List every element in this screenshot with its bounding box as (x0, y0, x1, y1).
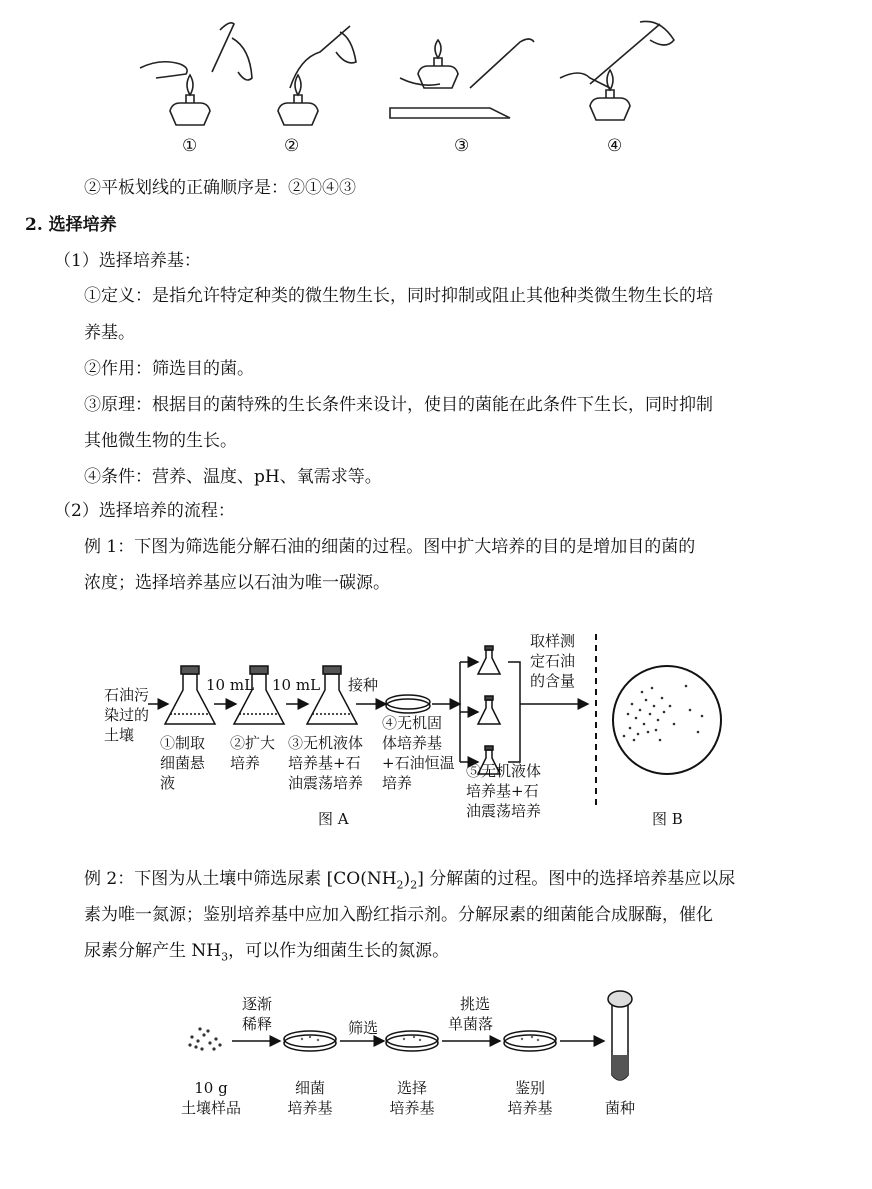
streak-order-text: ②平板划线的正确顺序是：②①④③ (84, 178, 356, 198)
dish1-label-2: 培养基 (287, 1099, 333, 1117)
step4-label-2: 体培养基 (382, 734, 443, 752)
arrow-label-10ml-1: 10 mL (206, 676, 255, 694)
arrow-label-10ml-2: 10 mL (272, 676, 321, 694)
loop-3 (470, 39, 534, 88)
step4-label-1: ④无机固 (382, 714, 443, 732)
step-label-4: ④ (607, 136, 623, 156)
dish1-label-1: 细菌 (294, 1079, 325, 1097)
pick-label-1: 挑选 (460, 995, 491, 1013)
arrow-label-inoculate: 接种 (348, 676, 379, 694)
small-flask-1 (478, 646, 500, 674)
alcohol-lamp-3 (418, 40, 458, 88)
step2-label-1: ②扩大 (230, 734, 276, 752)
hand-2 (336, 32, 356, 63)
soil-label-1: 石油污 (104, 686, 150, 704)
loop-4 (590, 24, 660, 84)
step5-label-2: 培养基+石 (466, 782, 539, 800)
soil-sample-label-2: 土壤样品 (180, 1099, 241, 1117)
step-label-3: ③ (454, 136, 470, 156)
definition-line-2: 养基。 (84, 323, 135, 343)
example-2-line-1-mid: ) (403, 869, 411, 889)
streak-plate-figure (120, 8, 720, 158)
step3-label-3: 油震荡培养 (288, 774, 364, 792)
measure-label-1: 取样测 (530, 632, 576, 650)
soil-label-3: 土壤 (104, 726, 135, 744)
hand-1a (140, 62, 187, 78)
subsection-1-title: （1）选择培养基： (54, 251, 201, 271)
example-2-line-2: 素为唯一氮源；鉴别培养基中应加入酚红指示剂。分解尿素的细菌能合成脲酶，催化 (84, 905, 713, 925)
dilute-label-1: 逐渐 (242, 995, 273, 1013)
example-2-line-3-post: ，可以作为细菌生长的氮源。 (228, 941, 450, 961)
example-2-line-1-pre: 例 2：下图为从土壤中筛选尿素 [CO(NH (84, 869, 397, 889)
step1-label-2: 细菌悬 (160, 754, 206, 772)
dish-2 (386, 1031, 438, 1051)
test-tube-medium (612, 1055, 628, 1080)
function-text: ②作用：筛选目的菌。 (84, 359, 254, 379)
principle-line-1: ③原理：根据目的菌特殊的生长条件来设计，使目的菌能在此条件下生长，同时抑制 (84, 395, 713, 415)
loop-1 (212, 23, 234, 72)
dish-1 (284, 1031, 336, 1051)
figure-b-colonies (623, 685, 704, 742)
figure-a-b (0, 620, 872, 840)
section-heading: 2. 选择培养 (25, 215, 117, 235)
step3-label-2: 培养基+石 (288, 754, 361, 772)
dish2-label-2: 培养基 (389, 1099, 435, 1117)
petri-dish-a (386, 695, 430, 713)
soil-sample-dots (188, 1027, 221, 1050)
figure-b-plate (613, 666, 721, 774)
alcohol-lamp-2 (278, 75, 318, 125)
hand-4a (560, 73, 610, 88)
dish2-label-1: 选择 (396, 1079, 427, 1097)
principle-line-2: 其他微生物的生长。 (84, 431, 237, 451)
figure-a-caption: 图 A (318, 810, 349, 828)
pick-label-2: 单菌落 (448, 1015, 494, 1033)
small-flask-2 (478, 696, 500, 724)
hand-1b (232, 38, 252, 80)
step5-label-3: 油震荡培养 (466, 802, 542, 820)
dish3-label-1: 鉴别 (514, 1079, 545, 1097)
step4-label-3: +石油恒温 (382, 754, 455, 772)
example-2-line-1-post: ] 分解菌的过程。图中的选择培养基应以尿 (417, 869, 736, 889)
figure-b-caption: 图 B (652, 810, 683, 828)
flask-2 (234, 666, 284, 724)
example-2-line-3 (84, 934, 449, 974)
subscript-2a: 2 (396, 878, 404, 892)
example-1-line-1: 例 1：下图为筛选能分解石油的细菌的过程。图中扩大培养的目的是增加目的菌的 (84, 537, 696, 557)
subscript-3: 3 (221, 950, 229, 964)
step5-label-1: ⑤无机液体 (466, 762, 542, 780)
plate-3 (390, 108, 510, 118)
conditions-text: ④条件：营养、温度、pH、氧需求等。 (84, 467, 382, 487)
dilute-label-2: 稀释 (242, 1015, 273, 1033)
step2-label-2: 培养 (230, 754, 261, 772)
example-1-line-2: 浓度；选择培养基应以石油为唯一碳源。 (84, 573, 390, 593)
soil-label-2: 染过的 (104, 706, 150, 724)
step-label-2: ② (284, 136, 300, 156)
flask-3 (307, 666, 357, 724)
alcohol-lamp-1 (170, 75, 210, 125)
step3-label-1: ③无机液体 (288, 734, 364, 752)
subsection-2-title: （2）选择培养的流程： (54, 501, 235, 521)
example-2-line-1 (84, 862, 735, 902)
step4-label-4: 培养 (382, 774, 413, 792)
screen-label: 筛选 (348, 1019, 379, 1037)
dish3-label-2: 培养基 (507, 1099, 553, 1117)
step1-label-1: ①制取 (160, 734, 206, 752)
flask-1 (165, 666, 215, 724)
definition-line-1: ①定义：是指允许特定种类的微生物生长，同时抑制或阻止其他种类微生物生长的培 (84, 286, 713, 306)
alcohol-lamp-4 (590, 70, 630, 120)
hand-4b (640, 21, 674, 45)
collect-bracket (508, 662, 520, 762)
step1-label-3: 液 (160, 774, 176, 792)
example-2-line-3-pre: 尿素分解产生 NH (84, 941, 222, 961)
soil-sample-label-1: 10 g (194, 1079, 228, 1097)
measure-label-3: 的含量 (530, 672, 576, 690)
dish-3 (504, 1031, 556, 1051)
streak-plate-illustration (120, 8, 720, 138)
measure-label-2: 定石油 (530, 652, 576, 670)
step-label-1: ① (182, 136, 198, 156)
subscript-2b: 2 (410, 878, 418, 892)
urea-figure (0, 985, 872, 1125)
strain-label: 菌种 (604, 1099, 635, 1117)
